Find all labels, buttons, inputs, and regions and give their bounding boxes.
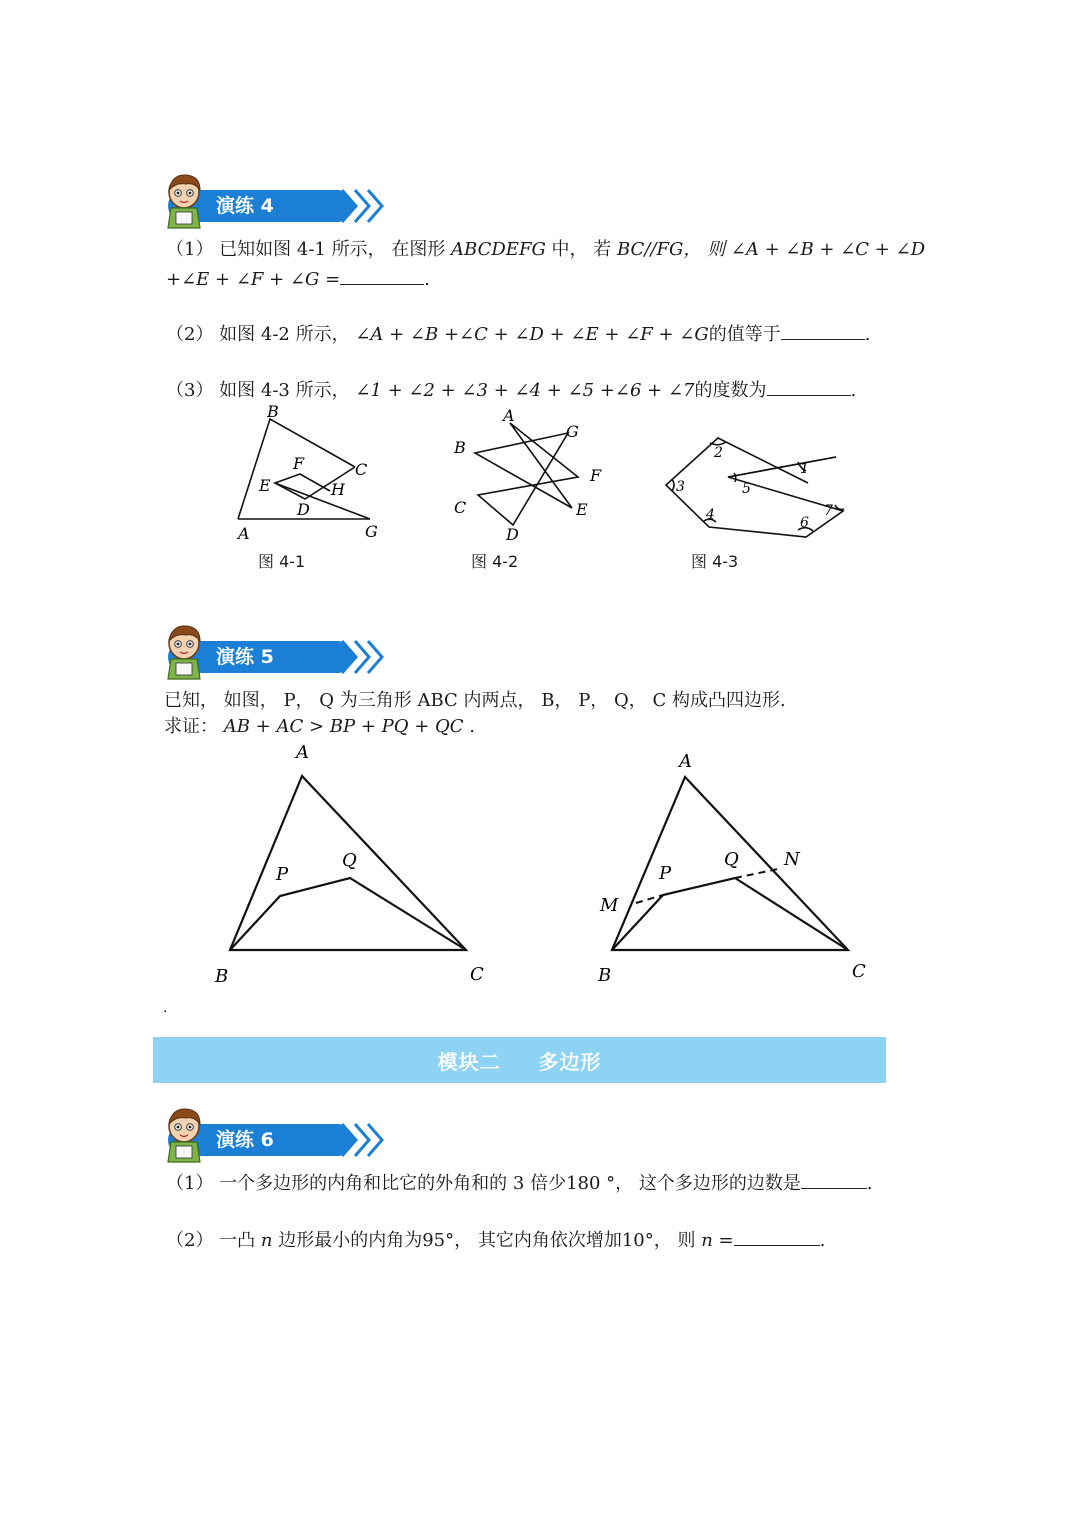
- angle-arc: [672, 479, 674, 491]
- module-title: 多边形: [538, 1049, 602, 1074]
- segment: [728, 457, 836, 477]
- text: （3） 如图 4-3 所示，: [166, 380, 356, 401]
- cartoon-kid-icon: [162, 172, 210, 230]
- ex5-line1: 已知， 如图， P， Q 为三角形 ABC 内两点， B， P， Q， C 构成凸四边形.: [164, 690, 786, 711]
- text: 求证：: [164, 716, 224, 737]
- star-heptagon: [475, 423, 578, 525]
- triple-chevron-icon: [340, 1120, 390, 1160]
- cartoon-kid-icon: [162, 623, 210, 681]
- label-G: G: [566, 422, 579, 441]
- badge-label: 演练 4: [216, 195, 274, 217]
- text: 中， 若: [545, 239, 617, 260]
- label-C: C: [355, 460, 368, 479]
- label-E: E: [259, 476, 271, 495]
- label-A: A: [296, 742, 309, 763]
- label-A: A: [679, 751, 692, 772]
- ex4-q1-line2: +∠E + ∠F + ∠G = .: [166, 266, 430, 294]
- label-C: C: [454, 498, 467, 517]
- label-3: 3: [676, 479, 685, 495]
- answer-blank[interactable]: [801, 1170, 867, 1189]
- text: （1） 已知如图 4-1 所示， 在图形: [166, 239, 452, 260]
- label-F: F: [590, 466, 602, 485]
- ex6-q2: （2） 一凸 n 边形最小的内角为95°， 其它内角依次增加10°， 则 n = .: [166, 1227, 825, 1255]
- exercise-6-badge: [162, 1118, 390, 1162]
- cartoon-kid-icon: [162, 1106, 210, 1164]
- text: =: [712, 1230, 734, 1251]
- math: AB + AC > BP + PQ + QC: [223, 716, 464, 737]
- label-E: E: [576, 500, 588, 519]
- text: 的度数为: [694, 380, 767, 401]
- label-4: 4: [706, 507, 715, 523]
- answer-blank[interactable]: [734, 1227, 820, 1246]
- math: n: [701, 1230, 713, 1251]
- math: +∠E + ∠F + ∠G =: [166, 269, 341, 290]
- caption-4-3: 图 4-3: [691, 552, 739, 571]
- stray-dot: .: [163, 1000, 168, 1016]
- label-B: B: [454, 438, 466, 457]
- figure-4-1: [225, 405, 395, 545]
- label-7: 7: [824, 503, 833, 519]
- figure-5-left: [200, 738, 500, 990]
- text: 边形最小的内角为95°， 其它内角依次增加10°， 则: [272, 1230, 702, 1251]
- label-2: 2: [714, 445, 723, 461]
- math: ABCDEFG: [451, 239, 546, 260]
- figure-4-2: [448, 405, 618, 545]
- label-A: A: [503, 406, 515, 425]
- text: （2） 一凸: [166, 1230, 261, 1251]
- badge-label: 演练 6: [216, 1129, 274, 1151]
- module-header-bar: [153, 1037, 886, 1083]
- label-M: M: [600, 895, 619, 916]
- math: ， 则 ∠A + ∠B + ∠C + ∠D: [683, 239, 926, 260]
- exercise-4-badge: [162, 184, 390, 228]
- label-P: P: [659, 863, 672, 884]
- text: （2） 如图 4-2 所示，: [166, 324, 356, 345]
- label-Q: Q: [342, 850, 357, 871]
- answer-blank[interactable]: [340, 266, 424, 285]
- label-C: C: [470, 964, 484, 985]
- caption-4-1: 图 4-1: [258, 552, 306, 571]
- module-number: 模块二: [437, 1049, 501, 1074]
- answer-blank[interactable]: [767, 377, 851, 396]
- figure-5-right: [590, 745, 880, 990]
- label-6: 6: [800, 515, 809, 531]
- exercise-5-badge: [162, 635, 390, 679]
- label-B: B: [215, 966, 229, 987]
- answer-blank[interactable]: [781, 321, 865, 340]
- math: ∠A + ∠B +∠C + ∠D + ∠E + ∠F + ∠G: [355, 324, 709, 345]
- label-P: P: [276, 864, 289, 885]
- triple-chevron-icon: [340, 637, 390, 677]
- ex4-q2: （2） 如图 4-2 所示， ∠A + ∠B +∠C + ∠D + ∠E + ∠F + ∠G的值等于 .: [166, 321, 871, 349]
- ex4-q1-line1: [166, 236, 925, 264]
- text: .: [463, 716, 476, 737]
- dashed-extension-QN: [735, 869, 778, 878]
- label-D: D: [506, 525, 519, 544]
- math: ∠1 + ∠2 + ∠3 + ∠4 + ∠5 +∠6 + ∠7: [355, 380, 695, 401]
- caption-4-2: 图 4-2: [471, 552, 519, 571]
- text: （1） 一个多边形的内角和比它的外角和的 3 倍少180 °， 这个多边形的边数是: [166, 1173, 801, 1194]
- label-B: B: [598, 965, 612, 986]
- label-A: A: [238, 524, 250, 543]
- label-N: N: [784, 849, 800, 870]
- triple-chevron-icon: [340, 186, 390, 226]
- angle-arc: [734, 473, 736, 482]
- label-D: D: [297, 500, 310, 519]
- label-G: G: [365, 522, 378, 541]
- math: BC//FG: [617, 239, 684, 260]
- ex5-line2: [164, 713, 475, 741]
- label-1: 1: [800, 461, 809, 477]
- ex4-q3: （3） 如图 4-3 所示， ∠1 + ∠2 + ∠3 + ∠4 + ∠5 +∠6 + ∠7的度数为 .: [166, 377, 856, 405]
- polyline: [666, 438, 843, 537]
- math: n: [260, 1230, 273, 1251]
- ex6-q1: （1） 一个多边形的内角和比它的外角和的 3 倍少180 °， 这个多边形的边数是 .: [166, 1170, 873, 1198]
- text: 的值等于: [708, 324, 781, 345]
- label-B: B: [267, 405, 279, 421]
- label-Q: Q: [724, 849, 739, 870]
- badge-label: 演练 5: [216, 646, 274, 668]
- label-H: H: [331, 480, 345, 499]
- label-5: 5: [742, 481, 751, 497]
- figure-4-3: [658, 425, 858, 545]
- label-C: C: [852, 961, 866, 982]
- label-F: F: [293, 454, 305, 473]
